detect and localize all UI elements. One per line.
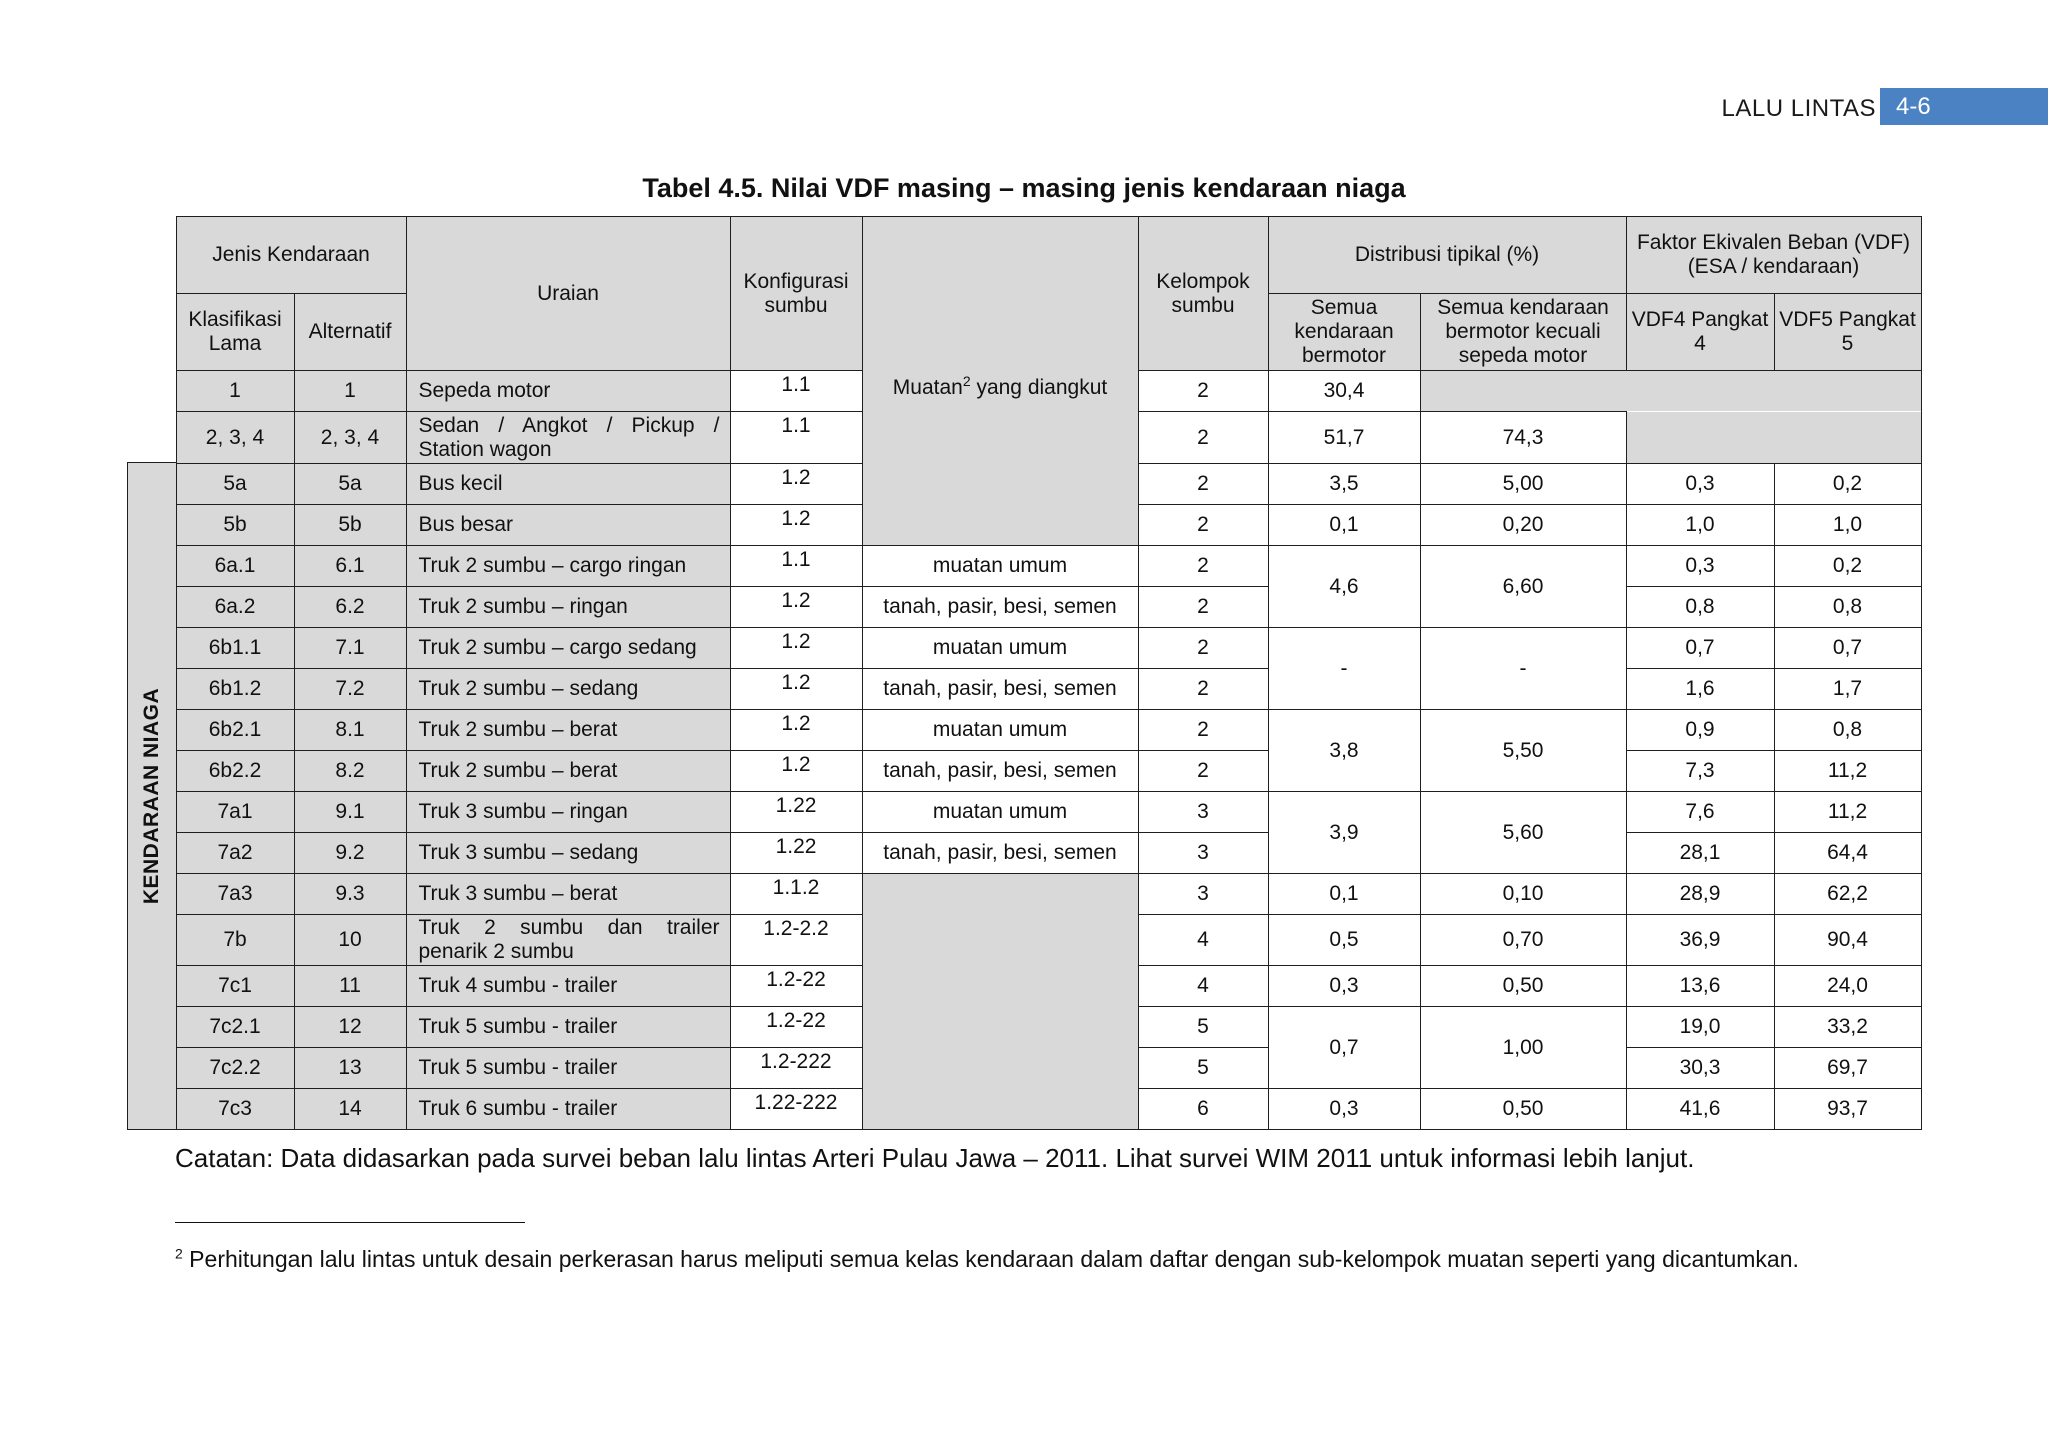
cell-alternatif: 9.3	[294, 874, 406, 915]
cell-alternatif: 13	[294, 1048, 406, 1089]
cell-vdf4: 7,3	[1626, 751, 1774, 792]
cell-vdf4: 30,3	[1626, 1048, 1774, 1089]
spacer-cell	[127, 412, 176, 464]
cell-distribusi-kecuali: 5,50	[1420, 710, 1626, 792]
cell-konfigurasi: 1.2	[730, 628, 862, 669]
cell-kelompok: 2	[1138, 464, 1268, 505]
cell-uraian: Truk 2 sumbu – ringan	[406, 587, 730, 628]
cell-alternatif: 8.1	[294, 710, 406, 751]
cell-klasifikasi: 5a	[176, 464, 294, 505]
cell-kelompok: 2	[1138, 505, 1268, 546]
cell-vdf5: 33,2	[1774, 1007, 1921, 1048]
table-note: Catatan: Data didasarkan pada survei beban lalu lintas Arteri Pulau Jawa – 2011. Lihat survei WIM 2011 untuk informasi lebih lanjut.	[175, 1143, 1695, 1173]
table-row	[127, 710, 1921, 751]
cell-klasifikasi: 7c3	[176, 1089, 294, 1130]
cell-vdf4: 7,6	[1626, 792, 1774, 833]
cell-konfigurasi: 1.2	[730, 710, 862, 751]
cell-alternatif: 7.2	[294, 669, 406, 710]
cell-vdf4: 28,1	[1626, 833, 1774, 874]
header-uraian: Uraian	[406, 217, 730, 371]
cell-muatan: tanah, pasir, besi, semen	[862, 669, 1138, 710]
table-row	[127, 833, 1921, 874]
header-konfigurasi: Konfigurasi sumbu	[730, 217, 862, 371]
table-caption: Tabel 4.5. Nilai VDF masing – masing jenis kendaraan niaga	[642, 173, 1406, 203]
cell-distribusi-semua: 0,7	[1268, 1007, 1420, 1089]
cell-distribusi-kecuali: 0,10	[1420, 874, 1626, 915]
cell-uraian: Truk 5 sumbu - trailer	[406, 1048, 730, 1089]
cell-distribusi-semua: 51,7	[1268, 412, 1420, 464]
cell-distribusi-semua: 0,1	[1268, 505, 1420, 546]
cell-vdf4: 0,8	[1626, 587, 1774, 628]
cell-vdf4: 41,6	[1626, 1089, 1774, 1130]
cell-vdf4: 1,0	[1626, 505, 1774, 546]
cell-klasifikasi: 6a.2	[176, 587, 294, 628]
header-muatan: Muatan$^2$ yang diangkut	[862, 217, 1138, 546]
spacer-cell	[127, 464, 176, 1130]
cell-konfigurasi: 1.2	[730, 587, 862, 628]
header-vdf4: VDF4 Pangkat 4	[1626, 294, 1774, 371]
cell-vdf5: 24,0	[1774, 966, 1921, 1007]
cell-konfigurasi: 1.2	[730, 505, 862, 546]
cell-konfigurasi: 1.2-2.2	[730, 915, 862, 966]
cell-alternatif: 9.2	[294, 833, 406, 874]
cell-distribusi-kecuali: 5,60	[1420, 792, 1626, 874]
header-row-1	[127, 217, 1921, 294]
cell-vdf5: 0,2	[1774, 546, 1921, 587]
vdf-table	[127, 216, 1922, 1130]
cell-konfigurasi: 1.2	[730, 464, 862, 505]
cell-alternatif: 11	[294, 966, 406, 1007]
cell-vdf5: 93,7	[1774, 1089, 1921, 1130]
cell-kelompok: 3	[1138, 792, 1268, 833]
cell-konfigurasi: 1.22	[730, 792, 862, 833]
cell-distribusi-kecuali: 0,50	[1420, 966, 1626, 1007]
cell-vdf5: 90,4	[1774, 915, 1921, 966]
cell-kelompok: 2	[1138, 371, 1268, 412]
cell-alternatif: 2, 3, 4	[294, 412, 406, 464]
cell-uraian: Sepeda motor	[406, 371, 730, 412]
cell-alternatif: 8.2	[294, 751, 406, 792]
cell-alternatif: 6.1	[294, 546, 406, 587]
footnote-marker: 2	[175, 1245, 183, 1262]
cell-klasifikasi: 2, 3, 4	[176, 412, 294, 464]
cell-klasifikasi: 5b	[176, 505, 294, 546]
cell-distribusi-kecuali: 0,20	[1420, 505, 1626, 546]
cell-blank	[1420, 371, 1921, 412]
cell-vdf5: 0,8	[1774, 710, 1921, 751]
cell-klasifikasi: 7a2	[176, 833, 294, 874]
cell-distribusi-semua: 0,3	[1268, 1089, 1420, 1130]
header-faktor: Faktor Ekivalen Beban (VDF) (ESA / kendaraan)	[1626, 217, 1921, 294]
cell-vdf5: 62,2	[1774, 874, 1921, 915]
cell-vdf5: 1,7	[1774, 669, 1921, 710]
cell-uraian: Truk 2 sumbu – berat	[406, 751, 730, 792]
header-vdf5: VDF5 Pangkat 5	[1774, 294, 1921, 371]
cell-kelompok: 2	[1138, 751, 1268, 792]
cell-alternatif: 1	[294, 371, 406, 412]
cell-vdf4: 19,0	[1626, 1007, 1774, 1048]
cell-distribusi-semua: 0,1	[1268, 874, 1420, 915]
page-number: 4-6	[1880, 88, 2048, 125]
footnote-divider	[175, 1222, 525, 1223]
table-row	[127, 546, 1921, 587]
cell-uraian: Truk 2 sumbu – berat	[406, 710, 730, 751]
cell-klasifikasi: 7a1	[176, 792, 294, 833]
cell-kelompok: 4	[1138, 915, 1268, 966]
cell-distribusi-semua: -	[1268, 628, 1420, 710]
cell-klasifikasi: 7a3	[176, 874, 294, 915]
cell-vdf5: 11,2	[1774, 751, 1921, 792]
cell-vdf5: 11,2	[1774, 792, 1921, 833]
side-label: KENDARAAN NIAGA	[140, 687, 163, 905]
cell-vdf5: 1,0	[1774, 505, 1921, 546]
cell-distribusi-kecuali: 74,3	[1420, 412, 1626, 464]
cell-vdf4: 0,9	[1626, 710, 1774, 751]
cell-kelompok: 2	[1138, 628, 1268, 669]
cell-uraian: Truk 3 sumbu – berat	[406, 874, 730, 915]
cell-uraian: Truk 4 sumbu - trailer	[406, 966, 730, 1007]
cell-kelompok: 5	[1138, 1007, 1268, 1048]
cell-distribusi-semua: 3,8	[1268, 710, 1420, 792]
cell-uraian: Bus kecil	[406, 464, 730, 505]
cell-blank	[1626, 412, 1921, 464]
cell-konfigurasi: 1.1.2	[730, 874, 862, 915]
cell-konfigurasi: 1.1	[730, 412, 862, 464]
cell-kelompok: 2	[1138, 587, 1268, 628]
cell-distribusi-semua: 3,9	[1268, 792, 1420, 874]
cell-muatan: tanah, pasir, besi, semen	[862, 587, 1138, 628]
cell-konfigurasi: 1.22-222	[730, 1089, 862, 1130]
cell-vdf5: 69,7	[1774, 1048, 1921, 1089]
cell-vdf5: 64,4	[1774, 833, 1921, 874]
cell-vdf4: 36,9	[1626, 915, 1774, 966]
cell-muatan: tanah, pasir, besi, semen	[862, 833, 1138, 874]
cell-klasifikasi: 7b	[176, 915, 294, 966]
cell-alternatif: 6.2	[294, 587, 406, 628]
cell-uraian: Truk 2 sumbu – cargo sedang	[406, 628, 730, 669]
cell-vdf4: 13,6	[1626, 966, 1774, 1007]
table-row	[127, 792, 1921, 833]
cell-distribusi-kecuali: -	[1420, 628, 1626, 710]
cell-distribusi-semua: 0,5	[1268, 915, 1420, 966]
cell-vdf4: 0,3	[1626, 464, 1774, 505]
cell-klasifikasi: 7c2.1	[176, 1007, 294, 1048]
cell-kelompok: 2	[1138, 710, 1268, 751]
cell-kelompok: 5	[1138, 1048, 1268, 1089]
cell-klasifikasi: 6b2.2	[176, 751, 294, 792]
cell-distribusi-kecuali: 6,60	[1420, 546, 1626, 628]
cell-alternatif: 9.1	[294, 792, 406, 833]
cell-uraian: Truk 2 sumbu – cargo ringan	[406, 546, 730, 587]
cell-muatan: muatan umum	[862, 628, 1138, 669]
cell-konfigurasi: 1.1	[730, 371, 862, 412]
header-kelompok: Kelompok sumbu	[1138, 217, 1268, 371]
table-row	[127, 669, 1921, 710]
cell-uraian: Truk 2 sumbu dan trailer penarik 2 sumbu	[406, 915, 730, 966]
cell-konfigurasi: 1.2-22	[730, 1007, 862, 1048]
cell-konfigurasi: 1.2	[730, 669, 862, 710]
cell-vdf5: 0,2	[1774, 464, 1921, 505]
cell-alternatif: 10	[294, 915, 406, 966]
cell-kelompok: 2	[1138, 669, 1268, 710]
cell-uraian: Truk 2 sumbu – sedang	[406, 669, 730, 710]
section-title: LALU LINTAS	[1721, 95, 1876, 122]
cell-uraian: Sedan / Angkot / Pickup / Station wagon	[406, 412, 730, 464]
cell-alternatif: 14	[294, 1089, 406, 1130]
cell-kelompok: 3	[1138, 833, 1268, 874]
footnote-text: Perhitungan lalu lintas untuk desain perkerasan harus meliputi semua kelas kendaraan dalam daftar dengan sub-kelompok muatan seperti yang dicantumkan.	[182, 1246, 1799, 1272]
cell-muatan: muatan umum	[862, 710, 1138, 751]
cell-alternatif: 5b	[294, 505, 406, 546]
cell-distribusi-semua: 0,3	[1268, 966, 1420, 1007]
table-row	[127, 751, 1921, 792]
cell-vdf4: 0,7	[1626, 628, 1774, 669]
cell-alternatif: 5a	[294, 464, 406, 505]
cell-klasifikasi: 6b1.1	[176, 628, 294, 669]
cell-muatan: muatan umum	[862, 546, 1138, 587]
table-row	[127, 874, 1921, 915]
cell-konfigurasi: 1.22	[730, 833, 862, 874]
cell-vdf4: 1,6	[1626, 669, 1774, 710]
header-alternatif: Alternatif	[294, 294, 406, 371]
cell-kelompok: 3	[1138, 874, 1268, 915]
cell-distribusi-kecuali: 0,70	[1420, 915, 1626, 966]
cell-distribusi-semua: 30,4	[1268, 371, 1420, 412]
cell-kelompok: 6	[1138, 1089, 1268, 1130]
cell-distribusi-semua: 3,5	[1268, 464, 1420, 505]
cell-uraian: Truk 3 sumbu – ringan	[406, 792, 730, 833]
header-kecuali: Semua kendaraan bermotor kecuali sepeda motor	[1420, 294, 1626, 371]
table-row	[127, 587, 1921, 628]
cell-alternatif: 12	[294, 1007, 406, 1048]
cell-vdf4: 0,3	[1626, 546, 1774, 587]
cell-klasifikasi: 1	[176, 371, 294, 412]
spacer-cell	[127, 217, 176, 412]
header-jenis: Jenis Kendaraan	[176, 217, 406, 294]
cell-vdf5: 0,7	[1774, 628, 1921, 669]
cell-vdf5: 0,8	[1774, 587, 1921, 628]
cell-muatan-blank	[862, 874, 1138, 1130]
cell-klasifikasi: 6b1.2	[176, 669, 294, 710]
cell-uraian: Truk 3 sumbu – sedang	[406, 833, 730, 874]
header-distribusi: Distribusi tipikal (%)	[1268, 217, 1626, 294]
cell-kelompok: 2	[1138, 546, 1268, 587]
cell-konfigurasi: 1.2	[730, 751, 862, 792]
cell-klasifikasi: 6a.1	[176, 546, 294, 587]
cell-konfigurasi: 1.1	[730, 546, 862, 587]
cell-uraian: Truk 5 sumbu - trailer	[406, 1007, 730, 1048]
cell-kelompok: 4	[1138, 966, 1268, 1007]
cell-distribusi-kecuali: 0,50	[1420, 1089, 1626, 1130]
cell-uraian: Bus besar	[406, 505, 730, 546]
cell-vdf4: 28,9	[1626, 874, 1774, 915]
header-klasifikasi: Klasifikasi Lama	[176, 294, 294, 371]
cell-distribusi-kecuali: 5,00	[1420, 464, 1626, 505]
cell-klasifikasi: 6b2.1	[176, 710, 294, 751]
cell-konfigurasi: 1.2-22	[730, 966, 862, 1007]
cell-muatan: muatan umum	[862, 792, 1138, 833]
header-semua: Semua kendaraan bermotor	[1268, 294, 1420, 371]
cell-alternatif: 7.1	[294, 628, 406, 669]
cell-uraian: Truk 6 sumbu - trailer	[406, 1089, 730, 1130]
cell-klasifikasi: 7c2.2	[176, 1048, 294, 1089]
cell-distribusi-semua: 4,6	[1268, 546, 1420, 628]
cell-klasifikasi: 7c1	[176, 966, 294, 1007]
cell-distribusi-kecuali: 1,00	[1420, 1007, 1626, 1089]
cell-konfigurasi: 1.2-222	[730, 1048, 862, 1089]
footnote	[175, 1246, 1799, 1273]
cell-muatan: tanah, pasir, besi, semen	[862, 751, 1138, 792]
table-row	[127, 628, 1921, 669]
cell-kelompok: 2	[1138, 412, 1268, 464]
